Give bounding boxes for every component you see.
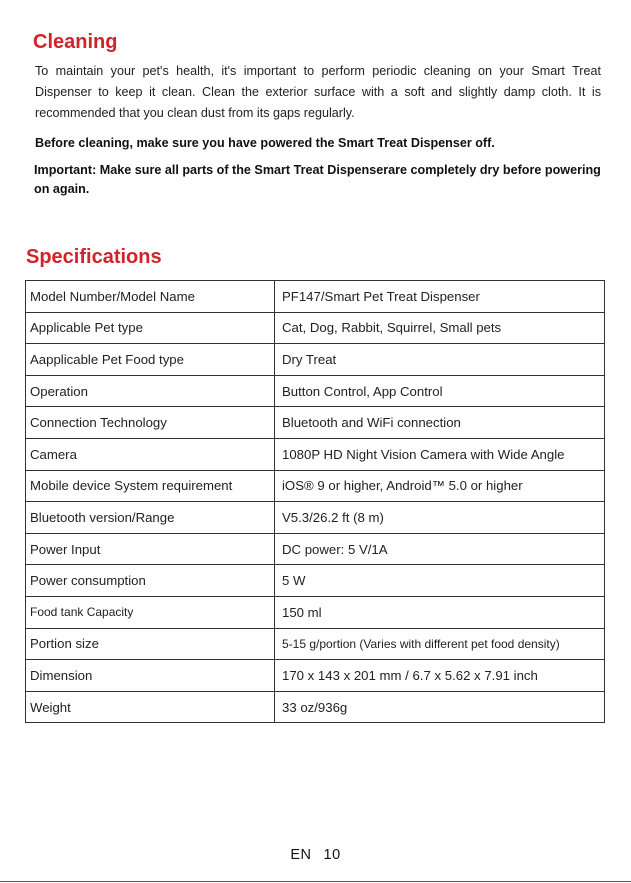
spec-value: 5-15 g/portion (Varies with different pet food density) <box>275 628 605 660</box>
table-row <box>26 438 605 470</box>
spec-value: iOS® 9 or higher, Android™ 5.0 or higher <box>275 470 605 502</box>
spec-value: PF147/Smart Pet Treat Dispenser <box>275 281 605 313</box>
important-note: Important: Make sure all parts of the Smart Treat Dispenserare completely dry before powering on again. <box>34 163 601 196</box>
spec-label: Portion size <box>26 628 275 660</box>
table-row <box>26 691 605 723</box>
table-row <box>26 375 605 407</box>
spec-value: 170 x 143 x 201 mm / 6.7 x 5.62 x 7.91 inch <box>275 660 605 692</box>
language-code: EN <box>290 847 312 863</box>
spec-label: Power consumption <box>26 565 275 597</box>
spec-value: Button Control, App Control <box>275 375 605 407</box>
table-row <box>26 533 605 565</box>
spec-value: Cat, Dog, Rabbit, Squirrel, Small pets <box>275 312 605 344</box>
table-row <box>26 596 605 628</box>
spec-label: Power Input <box>26 533 275 565</box>
spec-label: Mobile device System requirement <box>26 470 275 502</box>
specifications-table <box>25 280 605 723</box>
table-row <box>26 628 605 660</box>
table-row <box>26 407 605 439</box>
spec-value: 5 W <box>275 565 605 597</box>
spec-label: Model Number/Model Name <box>26 281 275 313</box>
spec-label: Applicable Pet type <box>26 312 275 344</box>
spec-label: Weight <box>26 691 275 723</box>
spec-value: 1080P HD Night Vision Camera with Wide Angle <box>275 438 605 470</box>
table-row <box>26 312 605 344</box>
spec-value: Dry Treat <box>275 344 605 376</box>
table-row <box>26 281 605 313</box>
bottom-divider <box>0 881 631 882</box>
spec-label: Bluetooth version/Range <box>26 502 275 534</box>
spec-label: Food tank Capacity <box>26 596 275 628</box>
spec-value: 150 ml <box>275 596 605 628</box>
table-row <box>26 660 605 692</box>
table-row <box>26 470 605 502</box>
table-row <box>26 344 605 376</box>
specifications-heading: Specifications <box>26 246 162 268</box>
spec-value: 33 oz/936g <box>275 691 605 723</box>
page-footer <box>0 847 631 863</box>
before-cleaning-note: Before cleaning, make sure you have powered the Smart Treat Dispenser off. <box>35 136 495 150</box>
page-number: 10 <box>323 847 341 863</box>
table-row <box>26 502 605 534</box>
spec-label: Operation <box>26 375 275 407</box>
spec-label: Aapplicable Pet Food type <box>26 344 275 376</box>
spec-label: Dimension <box>26 660 275 692</box>
cleaning-paragraph: To maintain your pet's health, it's important to perform periodic cleaning on your Smart Treat Dispenser to keep it clean. Clean the exterior surface with a soft and slightly damp cloth. It is recommended that you clean dust from its gaps regularly. <box>35 64 601 120</box>
spec-label: Connection Technology <box>26 407 275 439</box>
spec-label: Camera <box>26 438 275 470</box>
spec-value: V5.3/26.2 ft (8 m) <box>275 502 605 534</box>
spec-value: Bluetooth and WiFi connection <box>275 407 605 439</box>
cleaning-heading: Cleaning <box>33 31 118 53</box>
spec-value: DC power: 5 V/1A <box>275 533 605 565</box>
table-row <box>26 565 605 597</box>
